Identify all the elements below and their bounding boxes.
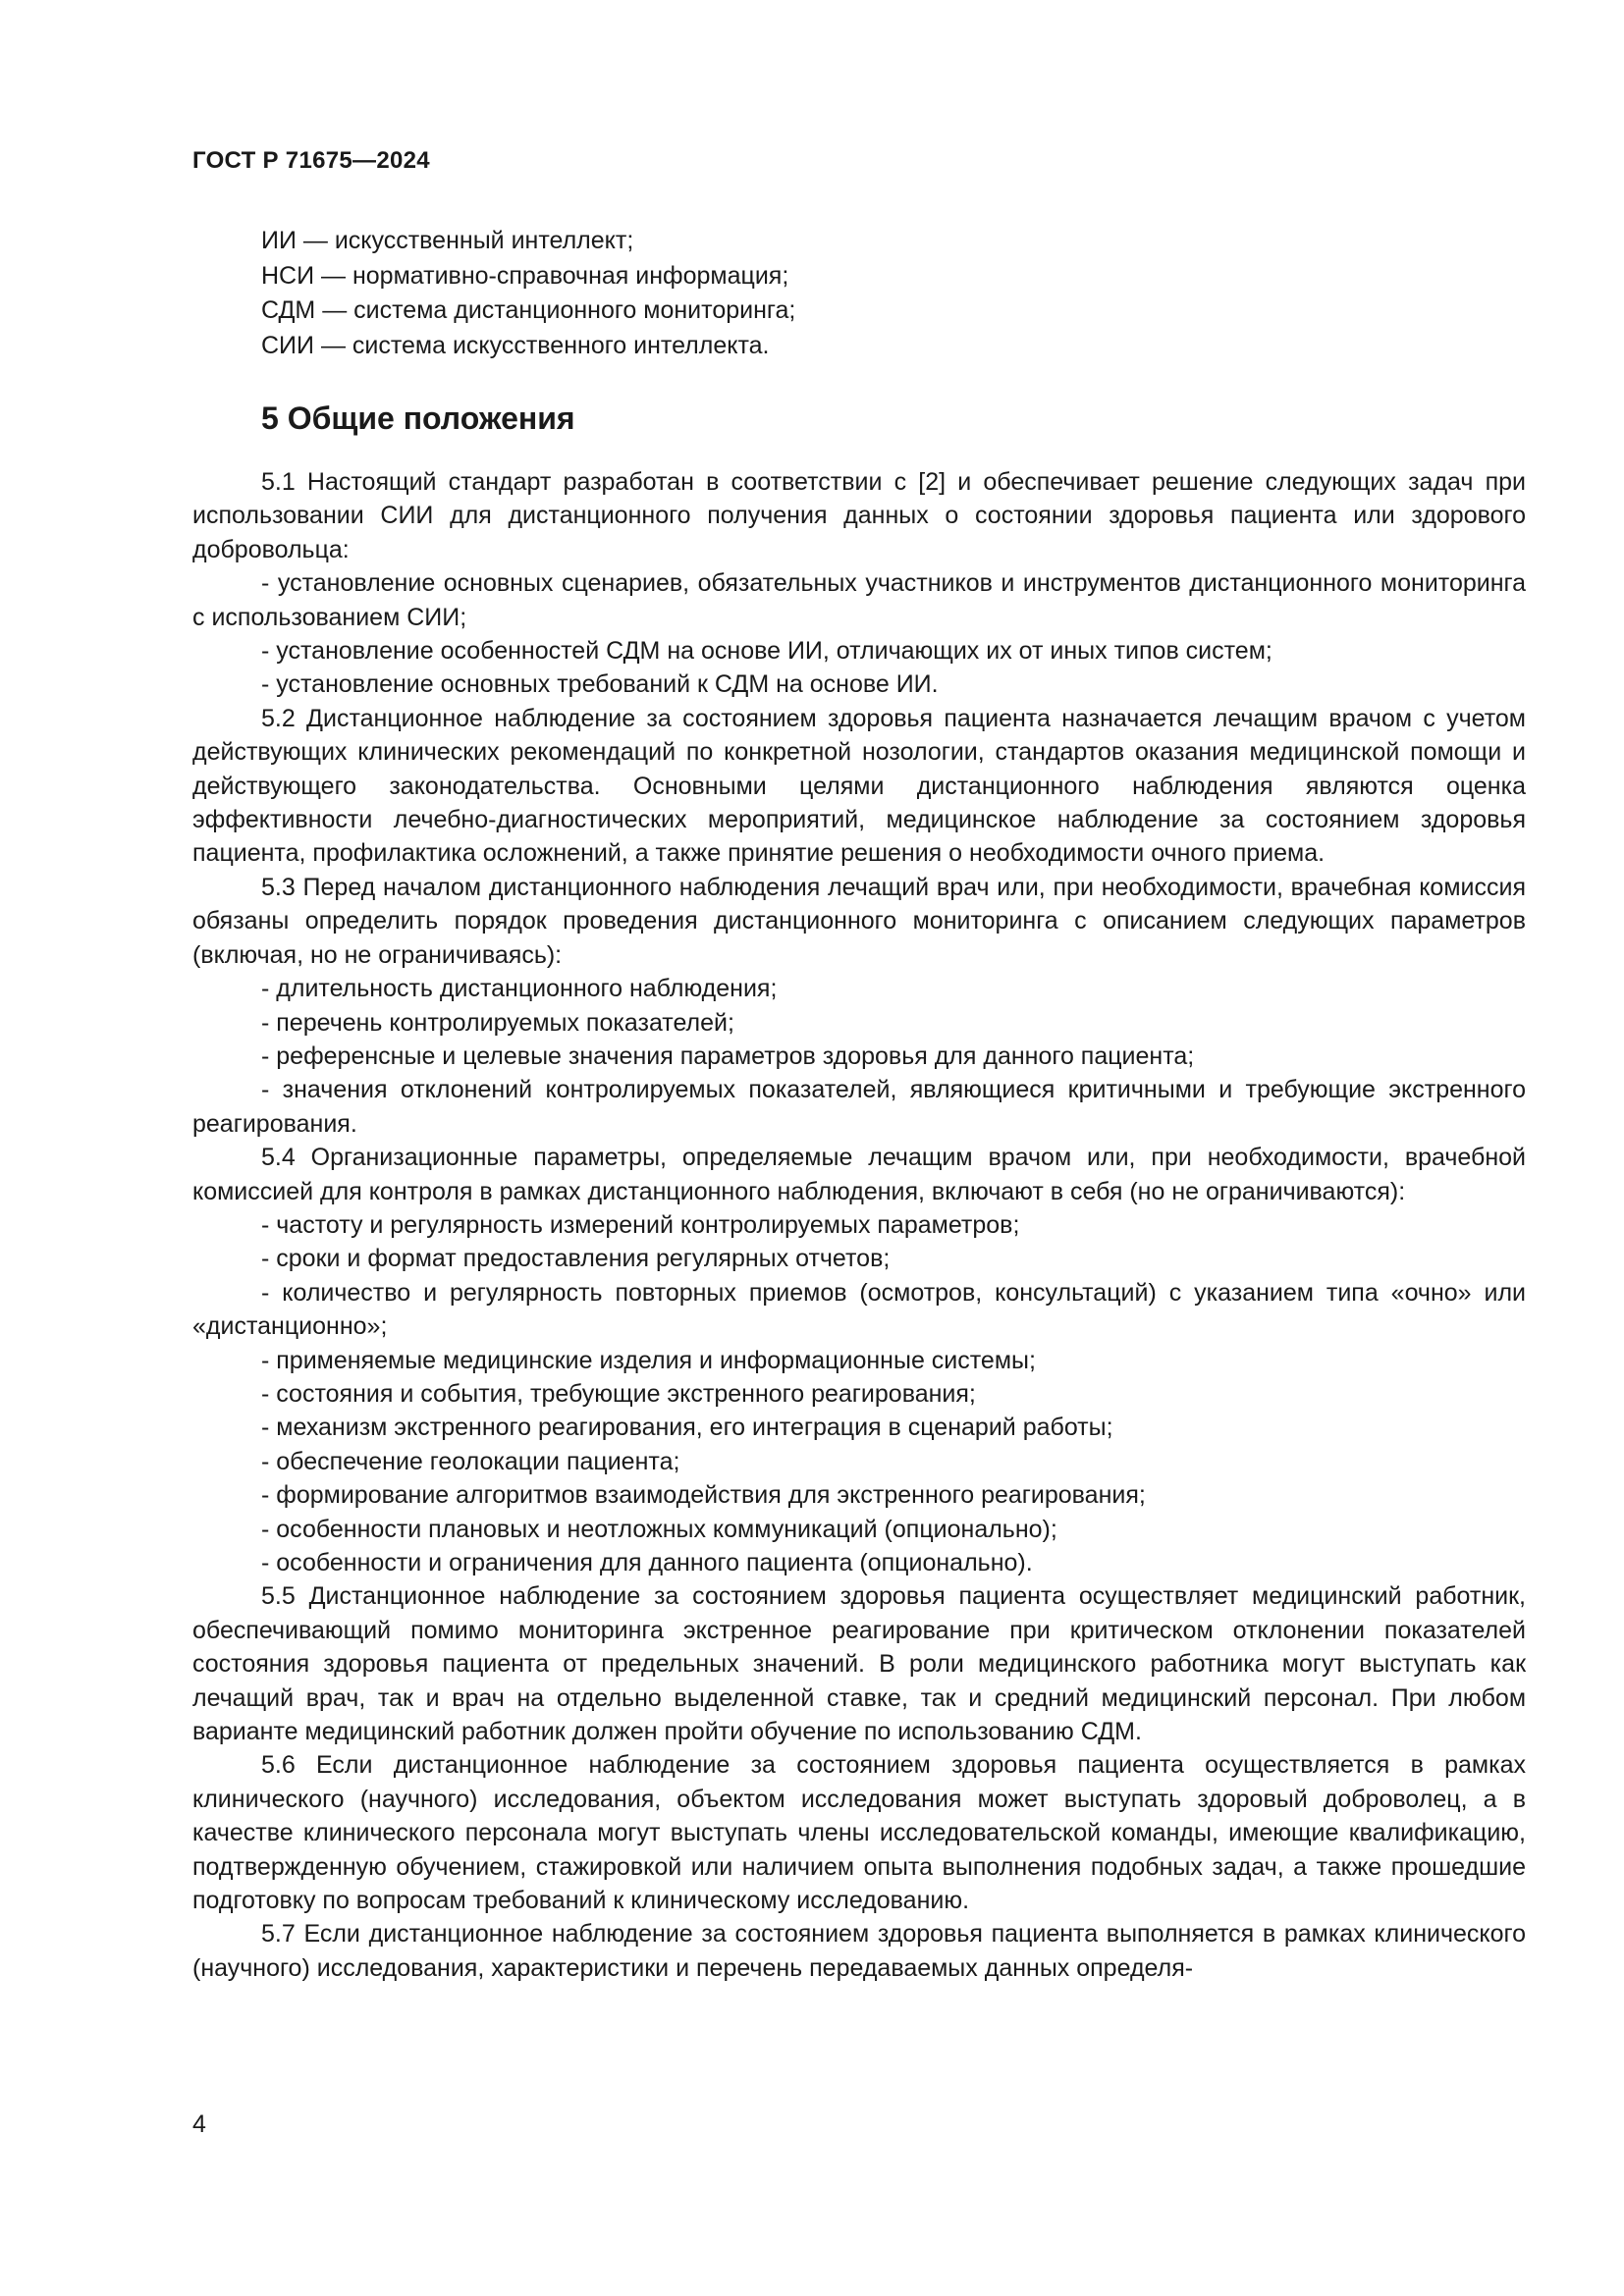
section-body [192,465,1526,1985]
list-item: - установление основных сценариев, обязательных участников и инструментов дистанционного мониторинга с использованием СИИ; [192,569,1526,631]
list-item: - перечень контролируемых показателей; [261,1008,734,1037]
list-item: - частоту и регулярность измерений контролируемых параметров; [261,1210,1020,1239]
abbreviation-item: НСИ — нормативно-справочная информация; [261,261,789,290]
list-item: - количество и регулярность повторных приемов (осмотров, консультаций) с указанием типа «очно» или «дистанционно»; [192,1278,1526,1341]
list-item: - обеспечение геолокации пациента; [261,1447,680,1475]
document-header: ГОСТ Р 71675—2024 [192,147,430,174]
list-item: - формирование алгоритмов взаимодействия для экстренного реагирования; [261,1481,1146,1510]
abbreviation-item: СИИ — система искусственного интеллекта. [261,331,770,359]
paragraph: 5.2 Дистанционное наблюдение за состоянием здоровья пациента назначается лечащим врачом с учетом действующих клинических рекомендаций по конкретной нозологии, стандартов оказания медицинской помощи и действующего законодательства. Основными целями дистанционного наблюдения являются оценка эффективности лечебно-диагностических мероприятий, медицинское наблюдение за состоянием здоровья пациента, профилактика осложнений, а также принятие решения о необходимости очного приема. [192,704,1526,868]
paragraph: 5.5 Дистанционное наблюдение за состоянием здоровья пациента осуществляет медицинский работник, обеспечивающий помимо мониторинга экстренное реагирование при критическом отклонении показателей состояния здоровья пациента от предельных значений. В роли медицинского работника могут выступать как лечащий врач, так и врач на отдельно выделенной ставке, так и средний медицинский персонал. При любом варианте медицинский работник должен пройти обучение по использованию СДМ. [192,1582,1526,1746]
list-item: - особенности и ограничения для данного пациента (опционально). [261,1549,1033,1576]
list-item: - сроки и формат предоставления регулярных отчетов; [261,1245,891,1273]
list-item: - длительность дистанционного наблюдения; [261,975,778,1003]
list-item: - механизм экстренного реагирования, его интеграция в сценарий работы; [261,1414,1113,1442]
paragraph: 5.3 Перед началом дистанционного наблюдения лечащий врач или, при необходимости, врачебная комиссия обязаны определить порядок проведения дистанционного мониторинга с описанием следующих параметров (включая, но не ограничиваясь): [192,873,1526,969]
list-item: - установление основных требований к СДМ на основе ИИ. [261,670,939,699]
abbreviation-list [261,224,1518,363]
abbreviation-item: СДМ — система дистанционного мониторинга; [261,296,796,324]
paragraph: 5.1 Настоящий стандарт разработан в соответствии с [2] и обеспечивает решение следующих задач при использовании СИИ для дистанционного получения данных о состоянии здоровья пациента или здорового добровольца: [192,468,1526,563]
abbreviation-item: ИИ — искусственный интеллект; [261,227,634,254]
list-item: - состояния и события, требующие экстренного реагирования; [261,1379,976,1408]
list-item: - установление особенностей СДМ на основе ИИ, отличающих их от иных типов систем; [261,637,1272,666]
paragraph: 5.6 Если дистанционное наблюдение за состоянием здоровья пациента осуществляется в рамках клинического (научного) исследования, объектом исследования может выступать здоровый доброволец, а в качестве клинического персонала могут выступать члены исследовательской команды, имеющие квалификацию, подтвержденную обучением, стажировкой или наличием опыта выполнения подобных задач, а также прошедшие подготовку по вопросам требований к клиническому исследованию. [192,1751,1526,1915]
list-item: - референсные и целевые значения параметров здоровья для данного пациента; [261,1041,1195,1070]
paragraph: 5.4 Организационные параметры, определяемые лечащим врачом или, при необходимости, врачебной комиссией для контроля в рамках дистанционного наблюдения, включают в себя (но не ограничиваются): [192,1144,1526,1205]
page-number: 4 [192,2110,206,2138]
section-title: 5 Общие положения [261,400,575,436]
list-item: - применяемые медицинские изделия и информационные системы; [261,1346,1036,1374]
list-item: - значения отклонений контролируемых показателей, являющиеся критичными и требующие экстренного реагирования. [192,1076,1526,1138]
paragraph: 5.7 Если дистанционное наблюдение за состоянием здоровья пациента выполняется в рамках клинического (научного) исследования, характеристики и перечень передаваемых данных определя- [192,1920,1526,1982]
list-item: - особенности плановых и неотложных коммуникаций (опционально); [261,1515,1057,1543]
